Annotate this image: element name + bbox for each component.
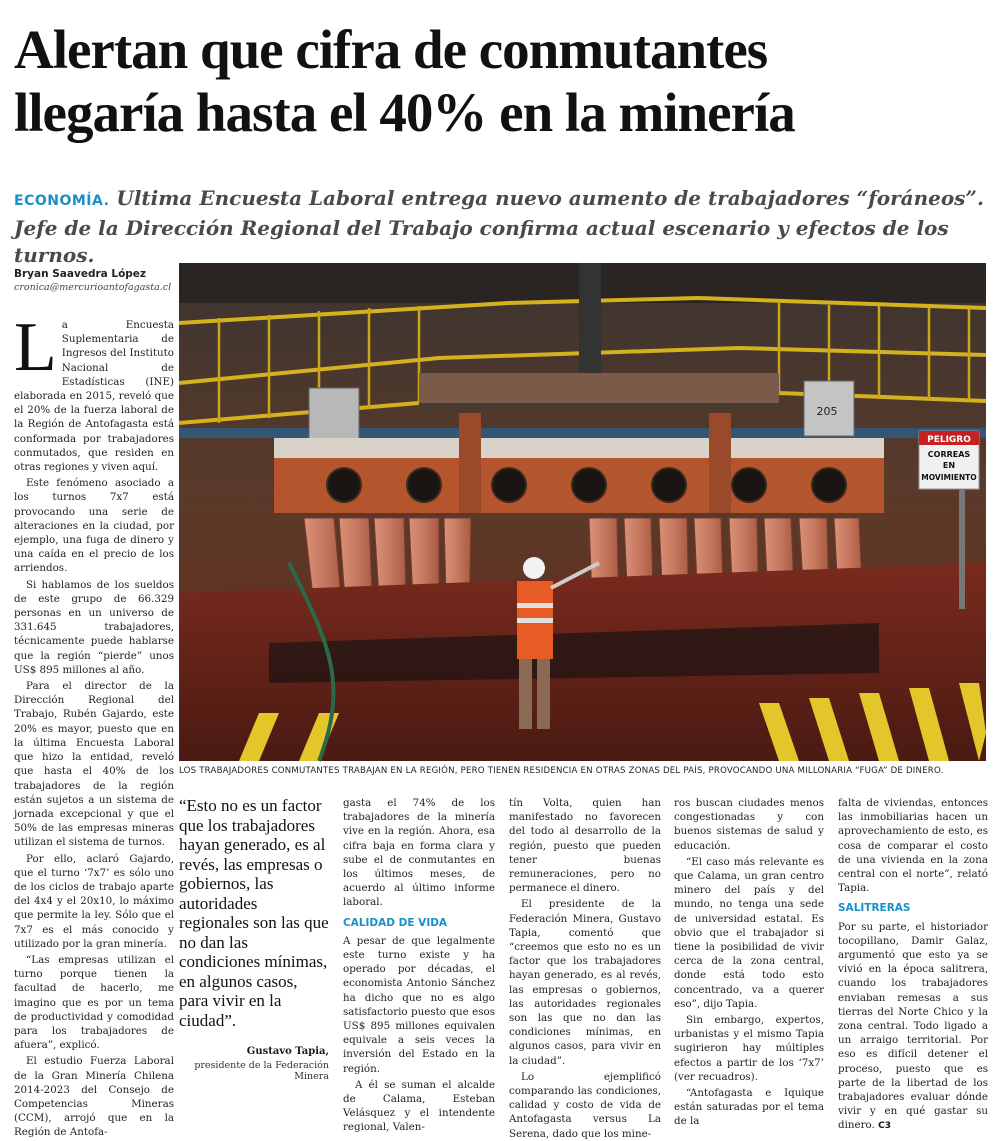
subheading-salitreras: SALITRERAS: [838, 902, 911, 915]
paragraph: Lo ejemplificó comparando las condiciones, calidad y costo de vida de Antofagasta versus La Serena, dado que los mine-: [509, 1070, 661, 1140]
byline: [14, 268, 174, 293]
pull-quote-role: presidente de la Federación Minera: [194, 1060, 329, 1082]
sign-line-1: PELIGRO: [927, 435, 971, 445]
article-photo: [179, 263, 986, 761]
headline-line-1: Alertan que cifra de conmutantes: [14, 19, 768, 80]
author-email: cronica@mercurioantofagasta.cl: [14, 282, 172, 293]
deck-text: Ultima Encuesta Laboral entrega nuevo aumento de trabajadores “foráneos”. Jefe de la Dirección Regional del Trabajo confirma actual escenario y efectos de los turnos.: [14, 186, 984, 267]
drop-cap: L: [14, 309, 57, 386]
paragraph: ros buscan ciudades menos congestionadas y con buenos sistemas de salud y educación.: [674, 797, 824, 852]
end-mark: C3: [878, 1121, 891, 1132]
pull-quote: [179, 796, 329, 1082]
crate-label: 205: [816, 405, 838, 418]
paragraph: tín Volta, quien han manifestado no favorecen del todo al desarrollo de la región, puesto que pueden tener buenas remuneraciones, pero no permanece el dinero.: [509, 797, 661, 895]
photo-caption: LOS TRABAJADORES CONMUTANTES TRABAJAN EN LA REGIÓN, PERO TIENEN RESIDENCIA EN OTRAS ZONAS DEL PAÍS, PROVOCANDO UNA MILLONARIA “FUGA” DE DINERO.: [179, 766, 944, 776]
pull-quote-text: “Esto no es un factor que los trabajadores hayan generado, es al revés, las empresas o gobiernos, las autoridades regionales son las que no dan las condiciones mínimas, en algunos casos, para vivir en la ciudad”.: [179, 796, 329, 1030]
section-kicker: ECONOMÍA.: [14, 193, 110, 209]
mining-plant-illustration: [179, 263, 986, 761]
body-column-3: [343, 796, 495, 1134]
subheading-calidad-de-vida: CALIDAD DE VIDA: [343, 916, 448, 929]
paragraph: Este fenómeno asociado a los turnos 7x7 está provocando una serie de alteraciones en la ciudad, por ejemplo, una fuga de dinero y una caída en el precio de los arriendos.: [14, 477, 174, 575]
paragraph: El presidente de la Federación Minera, Gustavo Tapia, comentó que “creemos que esto no es un factor que los trabajadores hayan generado, es al revés, las empresas o gobiernos, las autoridades regionales son las que no dan las condiciones mínimas, en algunos casos, para vivir en la ciudad”.: [509, 898, 661, 1067]
sign-line-4: MOVIMIENTO: [921, 473, 977, 482]
paragraph: Para el director de la Dirección Regional del Trabajo, Rubén Gajardo, este 20% es mayor, puesto que en la última Encuesta Laboral que hizo la entidad, reveló que hasta el 40% de los trabajadores de la región están sujetos a un sistema de jornada excepcional y que el 50% de las empresas mineras utilizan el sistema de turnos.: [14, 680, 174, 849]
paragraph: A pesar de que legalmente este turno existe y ha operado por décadas, el economista Antonio Sánchez ha dicho que no es algo satisfactorio puesto que esos US$ 895 millones equivalen equivale a seis veces la inversión del Estado en la región.: [343, 934, 495, 1075]
danger-sign: [919, 431, 979, 489]
sign-line-3: EN: [942, 461, 956, 470]
paragraph: El estudio Fuerza Laboral de la Gran Minería Chilena 2014-2023 del Consejo de Competencias Mineras (CCM), arrojó que en la Región de Antofa-: [14, 1055, 174, 1139]
paragraph: gasta el 74% de los trabajadores de la minería vive en la región. Ahora, esa cifra baja en forma clara y sube el de conmutantes en los últimos meses, de acuerdo al último informe laboral.: [343, 797, 495, 909]
headline-line-2: llegaría hasta el 40% en la minería: [14, 82, 795, 143]
body-column-1: [14, 309, 174, 1139]
pull-quote-name: Gustavo Tapia,: [246, 1046, 329, 1057]
body-column-4: [509, 796, 661, 1140]
deck: [14, 185, 989, 269]
author-name: Bryan Saavedra López: [14, 268, 147, 280]
paragraph: “Las empresas utilizan el turno porque tienen la facultad de hacerlo, me imagino que es por un tema de productividad y comodidad para los trabajadores de afuera”, explicó.: [14, 953, 174, 1052]
headline: [14, 18, 989, 144]
paragraph: Por su parte, el historiador tocopillano, Damir Galaz, argumentó que esto ya se vivió en la época salitrera, cuando los trabajadores enviaban remesas a sus tierras del Norte Chico y la zona central. Todo ligado a un arraigo territorial. Por eso es difícil detener el proceso, puesto que es parte de la libertad de los trabajadores evaluar dónde vivir y en qué gastar su dinero. C3: [838, 920, 988, 1132]
paragraph: Por ello, aclaró Gajardo, que el turno ‘7x7’ es sólo uno de los ciclos de trabajo aparte del 4x4 y el 20x10, lo máximo que permite la ley. Sólo que el 7x7 es el más conocido y utilizado por la gran minería.: [14, 852, 174, 950]
body-column-6: [838, 796, 988, 1132]
paragraph: Si hablamos de los sueldos de este grupo de 66.329 personas en un universo de 331.645 trabajadores, técnicamente puede hablarse que la región “pierde” unos US$ 895 millones al año.: [14, 578, 174, 676]
paragraph: La Encuesta Suplementaria de Ingresos del Instituto Nacional de Estadísticas (INE) elaborada en 2015, reveló que el 20% de la fuerza laboral de la Región de Antofagasta está conformada por trabajadores conmutados, que residen en otras regiones y viven aquí.: [14, 309, 174, 474]
paragraph: “El caso más relevante es que Calama, un gran centro minero del país y del mundo, no tenga una sede de universidad estatal. Es obvio que el trabajador si tiene la posibilidad de vivir cerca de la zona central, donde está todo esto concentrado, va a querer eso”, dijo Tapia.: [674, 855, 824, 1010]
sign-line-2: CORREAS: [927, 450, 971, 459]
body-column-5: [674, 796, 824, 1128]
paragraph: falta de viviendas, entonces las inmobiliarias hacen un aprovechamiento de esto, es cosa de comparar el costo de una vivienda en la zona central con el norte”, relató Tapia.: [838, 797, 988, 895]
paragraph: A él se suman el alcalde de Calama, Esteban Velásquez y el intendente regional, Valen-: [343, 1078, 495, 1134]
paragraph: Sin embargo, expertos, urbanistas y el mismo Tapia sugirieron hay múltiples efectos a partir de los ‘7x7’ (ver recuadros).: [674, 1014, 824, 1083]
paragraph: “Antofagasta e Iquique están saturadas por el tema de la: [674, 1087, 824, 1128]
